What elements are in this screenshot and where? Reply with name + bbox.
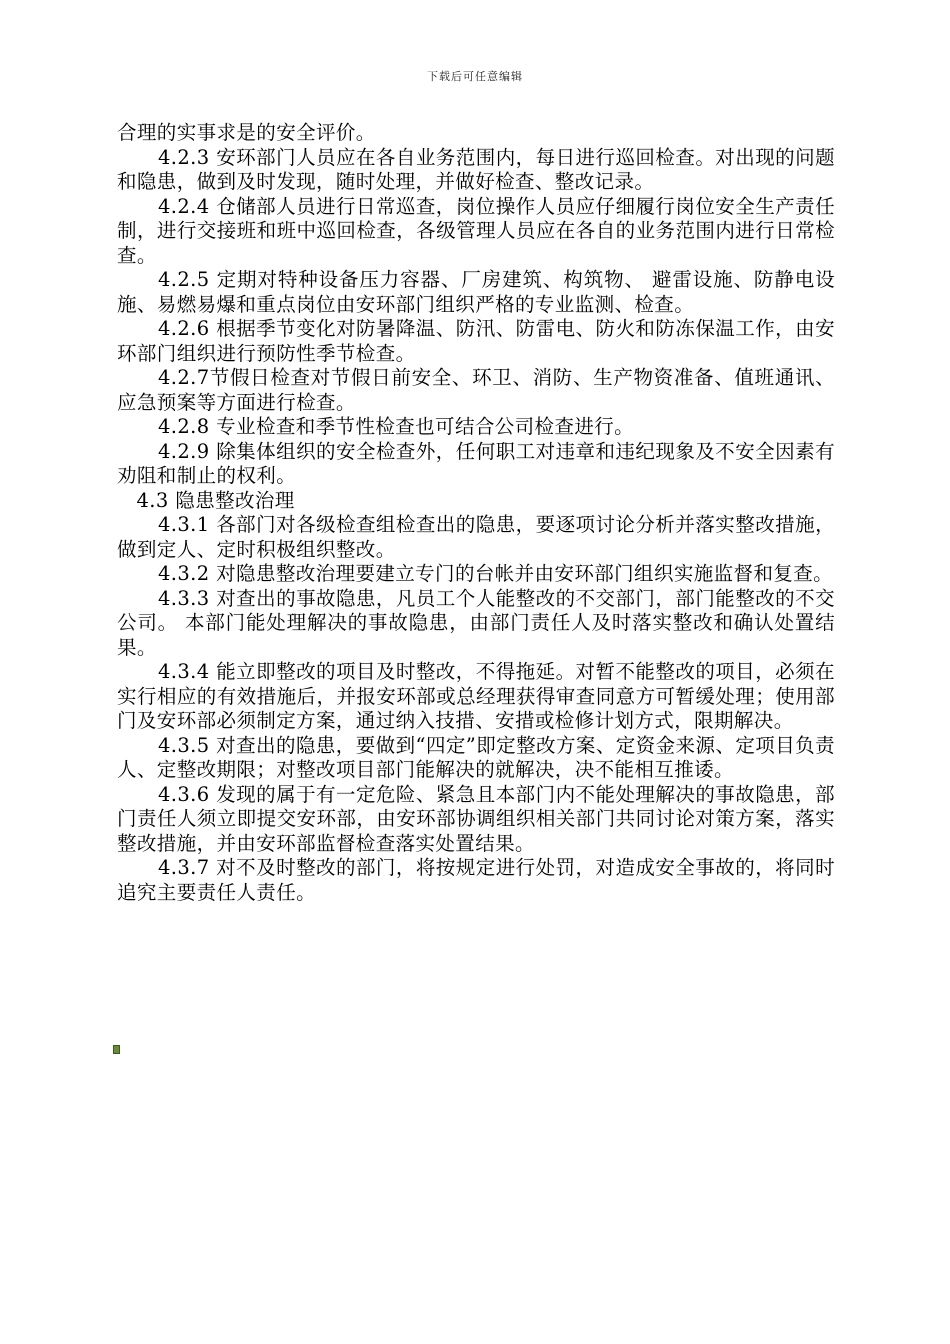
paragraph-4-2-6: 4.2.6 根据季节变化对防暑降温、防汛、防雷电、防火和防冻保温工作，由安环部门组织进行预防性季节检查。 [117,317,835,365]
paragraph-4-3-5: 4.3.5 对查出的隐患，要做到“四定”即定整改方案、定资金来源、定项目负责人、定整改期限；对整改项目部门能解决的就解决，决不能相互推诿。 [117,733,835,781]
paragraph-4-3-3: 4.3.3 对查出的事故隐患，凡员工个人能整改的不交部门，部门能整改的不交公司。 本部门能处理解决的事故隐患，由部门责任人及时落实整改和确认处置结果。 [117,586,835,659]
paragraph-continuation: 合理的实事求是的安全评价。 [117,121,376,144]
paragraph-4-2-7: 4.2.7节假日检查对节假日前安全、环卫、消防、生产物资准备、值班通讯、应急预案等方面进行检查。 [117,366,835,414]
paragraph-4-3-2: 4.3.2 对隐患整改治理要建立专门的台帐并由安环部门组织实施监督和复查。 [157,562,834,585]
page-header: 下载后可任意编辑 [427,70,523,83]
paragraph-4-2-4: 4.2.4 仓储部人员进行日常巡查，岗位操作人员应仔细履行岗位安全生产责任制，进行交接班和班中巡回检查，各级管理人员应在各自的业务范围内进行日常检查。 [117,194,835,267]
paragraph-4-2-3: 4.2.3 安环部门人员应在各自业务范围内，每日进行巡回检查。对出现的问题和隐患，做到及时发现，随时处理，并做好检查、整改记录。 [117,145,835,193]
paragraph-4-2-9: 4.2.9 除集体组织的安全检查外，任何职工对违章和违纪现象及不安全因素有劝阻和制止的权利。 [117,439,835,487]
paragraph-4-3-4: 4.3.4 能立即整改的项目及时整改，不得拖延。对暂不能整改的项目，必须在实行相应的有效措施后，并报安环部或总经理获得审查同意方可暂缓处理；使用部门及安环部必须制定方案，通过纳入技措、安措或检修计划方式，限期解决。 [117,660,835,732]
paragraph-4-2-5: 4.2.5 定期对特种设备压力容器、厂房建筑、构筑物、 避雷设施、防静电设施、易燃易爆和重点岗位由安环部门组织严格的专业监测、检查。 [117,268,835,316]
section-heading-4-3: 4.3 隐患整改治理 [136,488,295,512]
document-body [117,121,835,905]
paragraph-4-2-8: 4.2.8 专业检查和季节性检查也可结合公司检查进行。 [157,415,635,438]
decorative-marker-icon [113,1045,120,1054]
paragraph-4-3-7: 4.3.7 对不及时整改的部门，将按规定进行处罚，对造成安全事故的，将同时追究主要责任人责任。 [117,856,835,904]
paragraph-4-3-6: 4.3.6 发现的属于有一定危险、紧急且本部门内不能处理解决的事故隐患，部门责任人须立即提交安环部，由安环部协调组织相关部门共同讨论对策方案，落实整改措施，并由安环部监督检查落实处置结果。 [117,782,835,855]
paragraph-4-3-1: 4.3.1 各部门对各级检查组检查出的隐患，要逐项讨论分析并落实整改措施，做到定人、定时积极组织整改。 [117,513,835,561]
